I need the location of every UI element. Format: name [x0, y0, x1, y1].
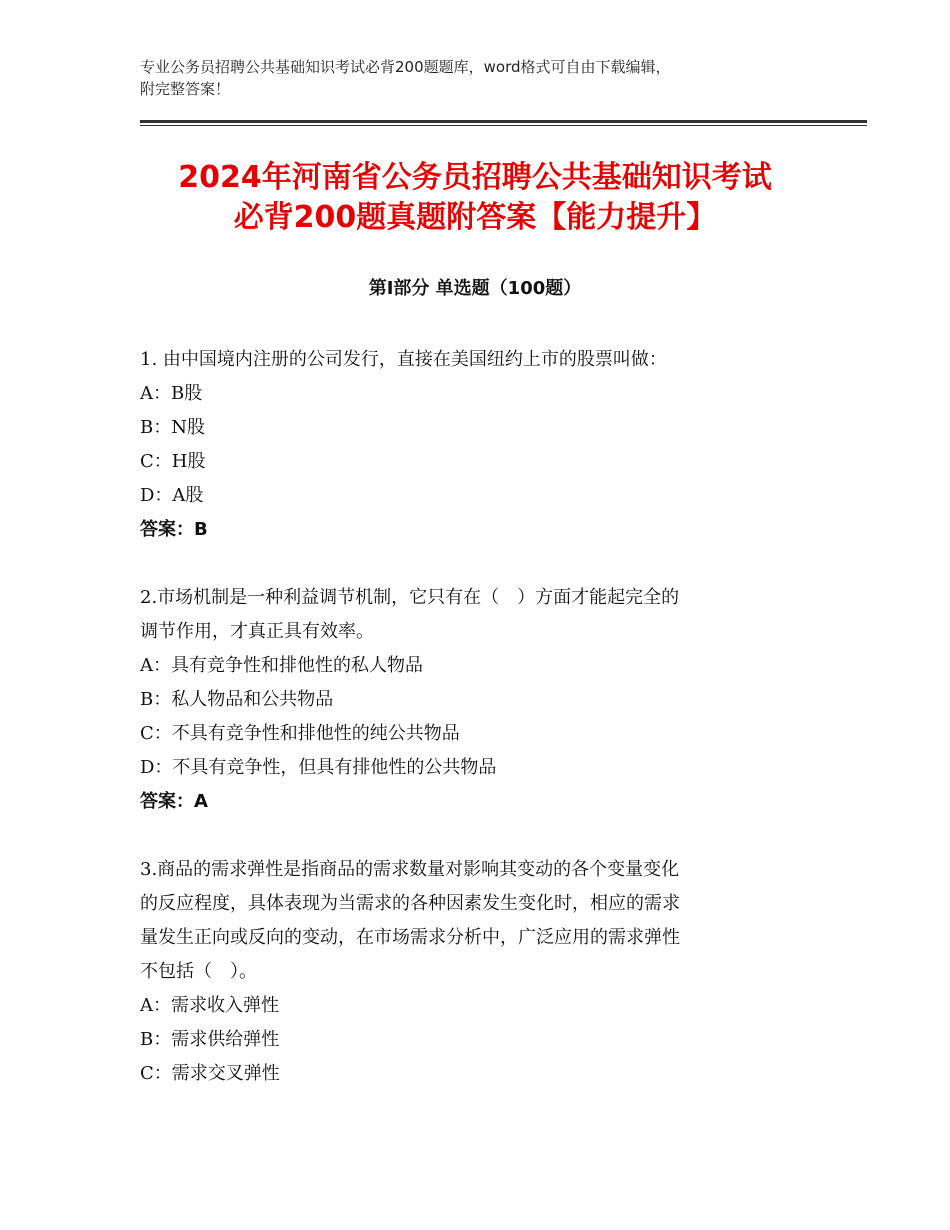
question-option-c: C：不具有竞争性和排他性的纯公共物品: [140, 723, 460, 744]
question-option-c: C：H股: [140, 451, 206, 472]
question-stem: 调节作用，才真正具有效率。: [140, 621, 374, 642]
document-title-line-1: 2024年河南省公务员招聘公共基础知识考试: [178, 160, 772, 195]
question-option-b: B：N股: [140, 417, 205, 438]
question-option-c: C：需求交叉弹性: [140, 1063, 280, 1084]
question-option-a: A：需求收入弹性: [140, 995, 279, 1016]
question-option-d: D：A股: [140, 485, 204, 506]
question-list: [140, 343, 800, 1125]
question-stem: 3.商品的需求弹性是指商品的需求数量对影响其变动的各个变量变化: [140, 859, 680, 880]
question-stem: 量发生正向或反向的变动，在市场需求分析中，广泛应用的需求弹性: [140, 927, 680, 948]
question-option-b: B：私人物品和公共物品: [140, 689, 334, 710]
question-answer: 答案：B: [140, 519, 208, 540]
section-title: 第Ⅰ部分 单选题（100题）: [368, 278, 582, 299]
header-divider-thin: [140, 125, 867, 126]
header-note: [140, 56, 820, 100]
document-title-line-2: 必背200题真题附答案【能力提升】: [233, 200, 717, 235]
question-3: [140, 853, 800, 1091]
question-option-b: B：需求供给弹性: [140, 1029, 280, 1050]
question-answer: 答案：A: [140, 791, 208, 812]
question-option-d: D：不具有竞争性，但具有排他性的公共物品: [140, 757, 497, 778]
header-note-line-1: 专业公务员招聘公共基础知识考试必背200题题库，word格式可自由下载编辑，: [140, 58, 671, 76]
question-2: [140, 581, 800, 819]
document-title: [100, 158, 850, 238]
question-stem: 2.市场机制是一种利益调节机制，它只有在（ ）方面才能起完全的: [140, 587, 680, 608]
header-note-line-2: 附完整答案！: [140, 80, 231, 98]
question-1: [140, 343, 800, 547]
question-option-a: A：具有竞争性和排他性的私人物品: [140, 655, 423, 676]
question-stem: 的反应程度，具体表现为当需求的各种因素发生变化时，相应的需求: [140, 893, 680, 914]
header-divider-thick: [140, 120, 867, 123]
question-stem: 1. 由中国境内注册的公司发行，直接在美国纽约上市的股票叫做：: [140, 349, 667, 370]
question-option-a: A：B股: [140, 383, 203, 404]
question-stem: 不包括（ ）。: [140, 961, 257, 982]
